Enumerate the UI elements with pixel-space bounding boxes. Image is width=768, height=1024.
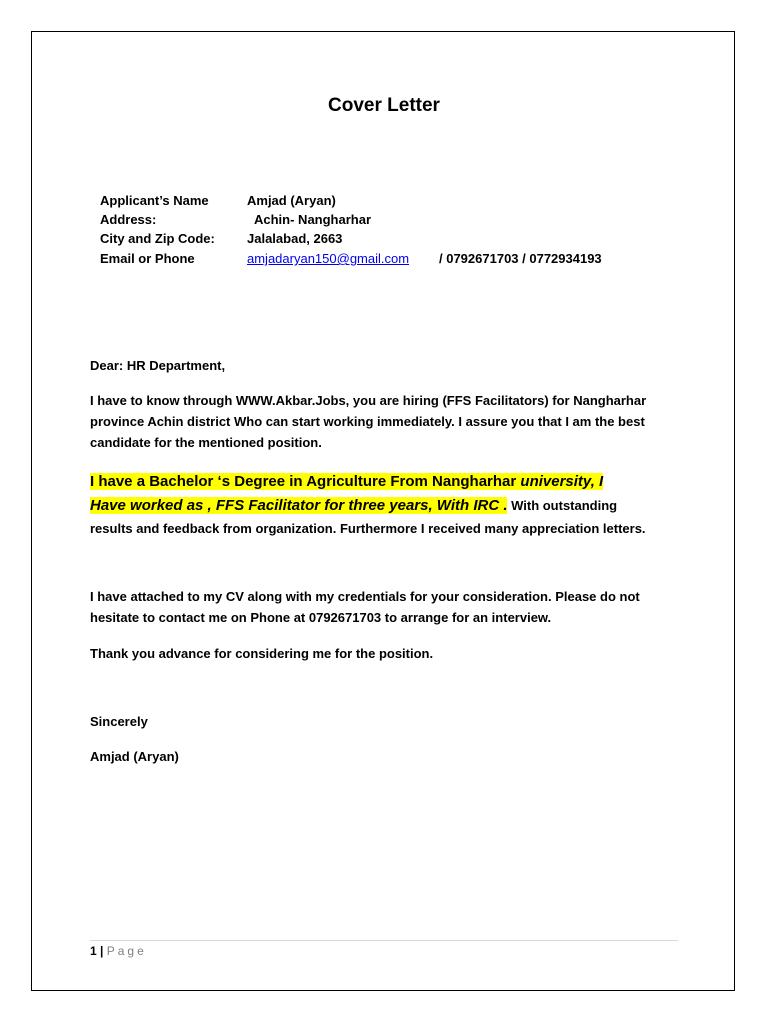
signature: Amjad (Aryan)	[90, 749, 179, 764]
salutation: Dear: HR Department,	[90, 358, 226, 373]
city-label: City and Zip Code:	[100, 231, 215, 246]
email-link[interactable]: amjadaryan150@gmail.com	[247, 251, 410, 266]
paragraph-line	[90, 494, 675, 518]
applicant-name-label: Applicant’s Name	[100, 193, 209, 208]
plain-text: With outstanding	[507, 498, 618, 513]
paragraph-line: candidate for the mentioned position.	[90, 435, 322, 450]
page-label: Page	[106, 944, 147, 958]
paragraph-line: I have attached to my CV along with my credentials for your consideration. Please do not	[90, 589, 640, 604]
paragraph-attachment	[90, 586, 675, 628]
paragraph-qualifications	[90, 470, 675, 539]
paragraph-line: I have to know through WWW.Akbar.Jobs, you are hiring (FFS Facilitators) for Nangharhar	[90, 393, 647, 408]
highlighted-text: I have a Bachelor ‘s Degree in Agriculture From Nangharhar	[90, 473, 521, 490]
highlighted-italic-text: Have worked as , FFS Facilitator for three years, With IRC .	[90, 497, 508, 514]
page-title: Cover Letter	[328, 95, 440, 116]
address-label: Address:	[100, 212, 157, 227]
paragraph-intro	[90, 390, 675, 453]
phone-numbers: / 0792671703 / 0772934193	[439, 251, 602, 266]
closing: Sincerely	[90, 714, 148, 729]
paragraph-line: hesitate to contact me on Phone at 0792671703 to arrange for an interview.	[90, 610, 552, 625]
paragraph-thanks: Thank you advance for considering me for the position.	[90, 646, 434, 661]
footer-divider	[90, 940, 678, 941]
highlighted-italic-text: university, I	[520, 473, 604, 490]
address-value: Achin- Nangharhar	[254, 212, 372, 227]
city-value: Jalalabad, 2663	[247, 231, 343, 246]
applicant-name-value: Amjad (Aryan)	[247, 193, 336, 208]
page-footer	[90, 944, 147, 958]
page-number: 1 |	[90, 944, 104, 958]
paragraph-line	[90, 470, 675, 494]
paragraph-line: results and feedback from organization. Furthermore I received many appreciation letters.	[90, 521, 646, 536]
paragraph-line: province Achin district Who can start working immediately. I assure you that I am the best	[90, 414, 645, 429]
contact-label: Email or Phone	[100, 251, 195, 266]
